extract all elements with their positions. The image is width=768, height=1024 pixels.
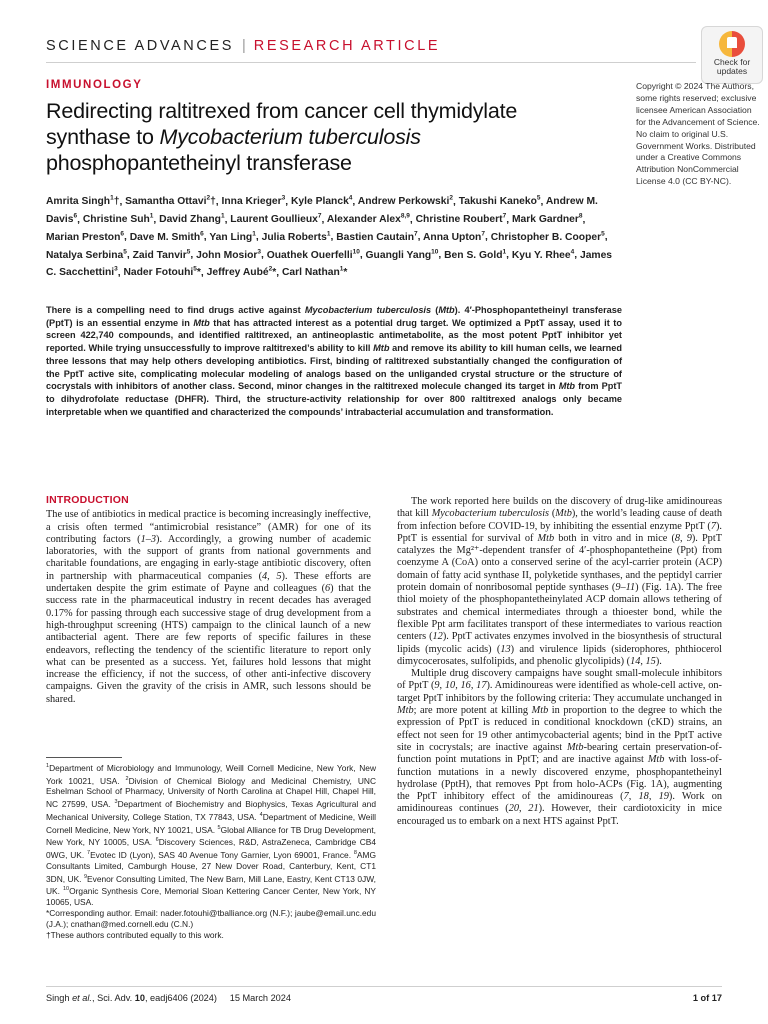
affiliation-text: AMG Consultants Limited, Camburgh House, 27 New Dover Road, Canterbury, Kent, CT1 3DN, UK. [46, 849, 376, 884]
paragraph-text: Mtb [566, 741, 584, 753]
author-name[interactable]: Mark Gardner$^8$ [511, 212, 583, 226]
affiliations [46, 761, 376, 908]
paragraph-text: , [648, 791, 659, 803]
affiliation-text: Evotec ID (Lyon), SAS 40 Avenue Tony Garnier, Lyon 69001, France. [90, 849, 354, 860]
paragraph-text: Mtb [397, 705, 414, 717]
author-affiliation-marker: 8,9 [400, 212, 410, 220]
abstract [46, 304, 622, 418]
affiliation-number: 2 [125, 775, 129, 782]
paragraph-text: Mycobacterium tuberculosis [431, 508, 550, 520]
author-affiliation-marker: 6 [200, 230, 204, 238]
paragraph-text: ). PptT activates enzymes involved in the biosynthesis of structural lipids (mycolic acids) ( [397, 631, 722, 655]
journal-name: SCIENCE ADVANCES [46, 38, 234, 54]
affiliation-text: Department of Medicine, Weill Cornell Medicine, New York, NY 10021, USA. [46, 811, 376, 835]
author-name[interactable]: Christine Suh$^1$ [82, 212, 154, 226]
author-name[interactable]: Carl Nathan$^1$* [282, 265, 348, 279]
affiliation-text: Organic Synthesis Core, Memorial Sloan Kettering Cancer Center, New York, NY 10065, USA. [46, 886, 376, 908]
author-name[interactable]: Yan Ling$^1$ [209, 230, 256, 243]
paragraph-text: 10 [444, 680, 456, 692]
paragraph-text: ). Accordingly, a growing number of academic laboratories, with the support of grants from national governments and charitable foundations, are engaging in early-stage antibiotic discovery, often in partnership with pharmaceutical companies ( [46, 533, 371, 582]
author-affiliation-marker: 3 [257, 248, 261, 256]
author-affiliation-marker: 1 [252, 230, 256, 238]
affiliation-number: 3 [114, 799, 118, 806]
paragraph [397, 496, 722, 668]
author-affiliation-marker: 1 [149, 212, 154, 220]
paragraph-text: , [470, 680, 477, 692]
author-name[interactable]: Julia Roberts$^1$ [261, 230, 331, 243]
paragraph-text: 12 [432, 631, 443, 643]
paragraph-text: ) (Fig. 1A). The free thiol moiety of the phosphopantetheinylated ACP domain allows tethering of substrates and chemical intermediates through a thioester bond, while the flexible Ppt arm facilitates transport of these intermediates to various reaction centers ( [397, 582, 722, 643]
paragraph [46, 509, 371, 706]
author-affiliation-marker: 3 [281, 195, 286, 202]
paragraph-text: Mtb [531, 705, 549, 717]
author-affiliation-marker: 1 [220, 212, 225, 220]
author-name[interactable]: Marian Preston$^6$ [46, 230, 125, 243]
affiliation-number: 8 [353, 850, 357, 857]
paragraph-text: 18 [638, 791, 649, 803]
author-affiliation-marker: 2 [268, 265, 273, 273]
introduction-heading: INTRODUCTION [46, 494, 129, 506]
paragraph-text: ). Work on amidinoureas continues ( [397, 791, 722, 815]
author-affiliation-marker: 1 [502, 248, 507, 256]
abstract-text: that has attracted interest as a potential drug target. We optimized a PptT assay, used it to screen 422,740 compounds, and identified raltitrexed, an antineoplastic antimetabolite, as the most potent PptT inhibitor yet reported. While trying unsuccessfully to improve raltitrexed’s ability to kill [46, 317, 622, 354]
paragraph-text: 7 [623, 791, 629, 803]
author-affiliation-marker: 4 [570, 248, 575, 256]
check-updates-icon [719, 31, 745, 57]
title-italic: Mycobacterium tuberculosis [159, 125, 421, 149]
paragraph-text: ; are more potent at killing [413, 705, 532, 717]
badge-line-1: Check for [713, 57, 751, 67]
author-affiliation-marker: 2 [206, 195, 211, 202]
paragraph-text: 17 [476, 680, 487, 692]
author-note-marker: † [210, 196, 216, 208]
page-footer [46, 986, 722, 1003]
paragraph-text: , [680, 532, 687, 544]
author-affiliation-marker: 5 [186, 248, 191, 256]
author-name[interactable]: John Mosior$^3$ [196, 248, 261, 261]
header-divider [46, 62, 696, 63]
paragraph-text: , [519, 803, 529, 815]
paragraph-text: Mtb [555, 508, 572, 520]
paragraph-text: , [267, 570, 277, 582]
paragraph-text: -bearing certain preservation-of-function point mutations in PptT; and are inactive against [397, 741, 722, 766]
author-name[interactable]: Andrew M. Davis$^6$ [46, 196, 598, 226]
corresponding-author: *Corresponding author. Email: nader.fotouhi@tballiance.org (N.F.); jaube@email.unc.edu (J.A.); cnathan@med.cornell.edu (C.N.) [46, 908, 376, 929]
paragraph-text: 15 [645, 655, 656, 667]
citation: Singh et al., Sci. Adv. 10, eadj6406 (2024) 15 March 2024 [46, 993, 292, 1003]
author-name[interactable]: Dave M. Smith$^6$ [129, 230, 204, 243]
author-affiliation-marker: 5 [123, 248, 127, 256]
abstract-text: Mycobacterium tuberculosis [304, 305, 432, 315]
footnote-divider [46, 757, 122, 758]
author-name[interactable]: Ouathek Ouerfelli$^{10}$ [266, 248, 360, 261]
author-name[interactable]: Samantha Ottavi$^2$† [125, 195, 216, 208]
paragraph-text: ). PptT catalyzes the Mg²⁺-dependent transfer of 4′-phosphopantetheine (Ppt) from coenzyme A (CoA) onto a conserved serine of the acyl-carrier protein (ACP) domain of fatty acid synthase II, polyketide synthases, and the peptidyl carrier protein domain of nonribosomal peptide synthases ( [397, 532, 722, 594]
paragraph-text: , [455, 680, 461, 692]
abstract-text: and remove its ability to kill human cells, we learned three lessons that may help others developing antibiotics. First, binding of raltitrexed substantially changed the configuration of the PptT active site, complicating molecular modeling of analogs based on the unliganded crystal structure or the structure of cocrystals with inhibitors of another class. Second, minor changes in the raltitrexed molecule changed its target in [46, 343, 622, 392]
affiliation-text: Evenor Consulting Limited, The New Barn, Mill Lane, Eastry, Kent CT13 0JW, UK. [46, 873, 376, 897]
author-affiliation-marker: 7 [317, 212, 322, 220]
author-affiliation-marker: 6 [73, 212, 78, 220]
header-separator: | [241, 38, 246, 54]
paragraph-text: ). [655, 655, 662, 667]
author-affiliation-marker: 6 [120, 230, 125, 238]
author-name[interactable]: Takushi Kaneko$^5$ [458, 195, 541, 208]
author-name[interactable]: Ben S. Gold$^1$ [444, 248, 507, 261]
paragraph-text: Multiple drug discovery campaigns have sought small-molecule inhibitors of PptT ( [397, 668, 722, 692]
paragraph-text: 6 [325, 583, 331, 595]
badge-line-2: updates [716, 66, 748, 76]
author-affiliation-marker: 1 [326, 230, 331, 238]
paragraph-text: 4 [262, 570, 268, 582]
author-name[interactable]: Anna Upton$^7$ [422, 230, 485, 243]
abstract-text: ( [431, 305, 439, 315]
paragraph-text: 19 [658, 791, 669, 803]
author-affiliation-marker: 5 [536, 195, 541, 202]
author-name[interactable]: Amrita Singh$^1$† [46, 195, 120, 208]
author-note-marker: * [196, 267, 201, 279]
paragraph-text: ). However, their cardiotoxicity in mice encouraged us to embark on a next HTS against PptT. [397, 803, 722, 827]
author-note-marker: * [272, 267, 277, 279]
author-affiliation-marker: 10 [431, 248, 439, 256]
right-column [397, 496, 722, 828]
author-note-marker: * [343, 267, 348, 279]
author-list: Amrita Singh$^1$†, Samantha Ottavi$^2$†, Inna Krieger$^3$, Kyle Planck$^4$, Andrew Perkowski$^2$, Takushi Kaneko$^5$, Andrew M. Davis$^6$, Christine Suh$^1$, David Zhang$^1$, Laurent Goullieux$^7$, Alexander Alex$^{8,9}$, Christine Roubert$^7$, Mark Gardner$^8$, Marian Preston$^6$, Dave M. Smith$^6$, Yan Ling$^1$, Julia Roberts$^1$, Bastien Cautain$^7$, Anna Upton$^7$, Christopher B. Cooper$^5$, Natalya Serbina$^5$, Zaid Tanvir$^5$, John Mosior$^3$, Ouathek Ouerfelli$^{10}$, Guangli Yang$^{10}$, Ben S. Gold$^1$, Kyu Y. Rhee$^4$, James C. Sacchettini$^3$, Nader Fotouhi$^5$*, Jeffrey Aubé$^2$*, Carl Nathan$^1$* [46, 195, 613, 279]
author-affiliation-marker: 7 [414, 230, 418, 238]
left-column [46, 494, 371, 706]
paragraph-text: ). PptT is essential for survival of [397, 520, 722, 544]
title-part-2: phosphopantetheinyl transferase [46, 151, 352, 175]
paragraph-text: , [628, 791, 639, 803]
author-name[interactable]: Bastien Cautain$^7$ [336, 230, 418, 243]
affiliation-number: 5 [217, 824, 221, 831]
affiliation-text: Discovery Sciences, R&D, AstraZeneca, Cambridge CB4 0WG, UK. [46, 837, 376, 860]
author-name[interactable]: Christopher B. Cooper$^5$ [490, 230, 605, 243]
paragraph-text: Mtb [537, 532, 555, 544]
abstract-text: ). 4′-Phosphopantetheinyl transferase (PptT) is an essential enzyme in [46, 305, 622, 328]
author-name[interactable]: Laurent Goullieux$^7$ [230, 212, 322, 226]
author-affiliation-marker: 5 [601, 230, 605, 238]
paragraph-text: , [640, 655, 646, 667]
paragraph-text: in proportion to the degree to which the expression of PptT is reduced in conditional knockdown (cKD) strains, an effect not seen for 19 other antimycobacterial agents; bind in the PptT active site in cocrystals; are inactive against [397, 705, 722, 753]
check-for-updates-badge[interactable] [701, 26, 763, 84]
author-name[interactable]: Natalya Serbina$^5$ [46, 248, 127, 261]
paragraph-text: both in vitro and in mice ( [554, 532, 675, 544]
affiliation-number: 1 [46, 763, 50, 769]
paragraph-text: Mtb [647, 754, 665, 766]
paragraph-text: 9 [434, 680, 440, 692]
affiliation-number: 6 [155, 837, 159, 844]
author-affiliation-marker: 10 [352, 248, 360, 256]
author-note-marker: † [113, 196, 120, 208]
abstract-text: from PptT to dihydrofolate reductase (DHFR). Third, the structure-activity relationship for over 800 raltitrexed analogs only became interpretable when we quantified and characterized the compounds’ intrabacterial accumulation and transformation. [46, 381, 622, 417]
abstract-text: Mtb [558, 381, 576, 392]
affiliation-number: 10 [63, 886, 70, 893]
footnotes [46, 761, 376, 941]
section-label: IMMUNOLOGY [46, 79, 143, 91]
author-affiliation-marker: 4 [348, 195, 353, 202]
introduction-body [46, 509, 371, 706]
footer-divider [46, 986, 722, 987]
paragraph-text: 9–11 [615, 582, 636, 594]
abstract-text: Mtb [193, 317, 210, 328]
copyright-notice: Copyright © 2024 The Authors, some rights reserved; exclusive licensee American Association for the Advancement of Science. No claim to original U.S. Government Works. Distributed under a Creative Commons Attribution NonCommercial License 4.0 (CC BY-NC). [636, 81, 760, 187]
paragraph-text: 8 [674, 532, 681, 544]
paragraph-text: 14 [630, 655, 641, 667]
affiliation-text: Department of Biochemistry and Biophysics, Texas Agricultural and Mechanical University, College Station, TX 77843, USA. [46, 799, 377, 822]
paragraph-text: ), the world’s leading cause of death from infection before COVID-19, by inhibiting the essential enzyme PptT ( [397, 508, 722, 532]
author-name[interactable]: Andrew Perkowski$^2$ [357, 195, 453, 208]
author-name[interactable]: Kyle Planck$^4$ [290, 195, 353, 208]
affiliation-number: 9 [83, 873, 88, 880]
paragraph-text: ) and virulence lipids (siderophores, phthiocerol dimycocerosates, sulfolipids, and phenolic glycolipids) ( [397, 643, 722, 667]
paragraph-text: 20 [508, 803, 520, 815]
paragraph-text: 21 [528, 803, 539, 815]
title-part-1: Redirecting raltitrexed from cancer cell thymidylate synthase to [46, 99, 518, 149]
paragraph-text: ). These efforts are undertaken despite the grim estimate of Payne and colleagues ( [46, 570, 371, 595]
paragraph-text: 13 [500, 643, 511, 655]
author-affiliation-marker: 7 [502, 212, 507, 220]
article-type: RESEARCH ARTICLE [253, 38, 441, 54]
affiliation-text: Department of Microbiology and Immunology, Weill Cornell Medicine, New York, New York 10021, USA. [46, 762, 376, 786]
author-affiliation-marker: 7 [481, 230, 485, 238]
abstract-text: Mtb [438, 305, 455, 315]
author-name[interactable]: Jeffrey Aubé$^2$* [206, 265, 277, 279]
page-number: 1 of 17 [692, 993, 722, 1003]
author-name[interactable]: David Zhang$^1$ [159, 212, 225, 226]
author-name[interactable]: Christine Roubert$^7$ [415, 212, 507, 226]
paragraph-text: ). Amidinoureas were identified as whole-cell active, on-target PptT inhibitors by the following criteria: They accumulate unchanged in [397, 680, 722, 704]
paragraph-text: 5 [276, 570, 282, 582]
abstract-text: Mtb [373, 343, 390, 354]
paragraph-text: ( [549, 508, 556, 520]
author-affiliation-marker: 8 [578, 212, 583, 220]
author-affiliation-marker: 3 [114, 265, 118, 273]
author-affiliation-marker: 1 [339, 265, 344, 273]
abstract-text: There is a compelling need to find drugs active against [46, 305, 305, 315]
author-affiliation-marker: 1 [110, 195, 114, 202]
author-name[interactable]: Guangli Yang$^{10}$ [365, 248, 439, 261]
paragraph-text: The use of antibiotics in medical practice is becoming increasingly ineffective, a crisis often termed “antimicrobial resistance” (AMR) for one of its contributing factors ( [46, 509, 371, 545]
paragraph-text: ) that the success rate in the pharmaceutical industry in recent decades has averaged 0.17% for passing through each successive stage of drug development from a high-throughput screening (HTS) campaign to the clinical launch of a new antibacterial agent. There are few reports of specific failures in these endeavors, reflecting the tendency of the scientific literature to report only what can be presented as a success. Yet, failures hold lessons that might increase the efficiency, if not the success, of other anti-infective discovery campaigns. Given the gravity of the crisis in AMR, such lessons should be shared. [46, 583, 371, 705]
affiliation-number: 4 [259, 812, 263, 819]
affiliation-text: Division of Chemical Biology and Medicinal Chemistry, UNC Eshelman School of Pharmacy, University of North Carolina at Chapel Hill, Chapel Hill, NC 27599, USA. [46, 775, 377, 810]
affiliation-text: Global Alliance for TB Drug Development, New York, NY 10005, USA. [46, 824, 376, 848]
author-affiliation-marker: 2 [449, 195, 453, 202]
article-title [46, 98, 606, 176]
paragraph-text: , [439, 680, 445, 692]
author-name[interactable]: Zaid Tanvir$^5$ [132, 248, 191, 261]
author-name[interactable]: Inna Krieger$^3$ [221, 195, 286, 208]
paragraph-text: 1–3 [140, 533, 157, 545]
paragraph-text: The work reported here builds on the discovery of drug-like amidinoureas that kill [397, 496, 722, 520]
author-name[interactable]: Kyu Y. Rhee$^4$ [511, 248, 575, 261]
paragraph-text: 16 [460, 680, 471, 692]
paragraph-text: 9 [686, 532, 692, 544]
equal-contribution-note: †These authors contributed equally to this work. [46, 929, 224, 940]
paragraph [397, 668, 722, 828]
author-name[interactable]: Nader Fotouhi$^5$* [123, 265, 201, 279]
author-affiliation-marker: 5 [193, 265, 197, 273]
paragraph-text: with loss-of-function mutations in a newly discovered enzyme, phosphopantetheinyl hydrolase (PptH), that removes Ppt from holo-ACPs (Fig. 1A), augmenting the PptT inhibitory effect of the amidinoureas ( [397, 754, 722, 803]
affiliation-number: 7 [87, 850, 91, 857]
author-name[interactable]: James C. Sacchettini$^3$ [46, 249, 613, 279]
paragraph-text: 7 [710, 520, 716, 532]
journal-header [46, 38, 440, 54]
author-name[interactable]: Alexander Alex$^{8,9}$ [326, 212, 410, 226]
